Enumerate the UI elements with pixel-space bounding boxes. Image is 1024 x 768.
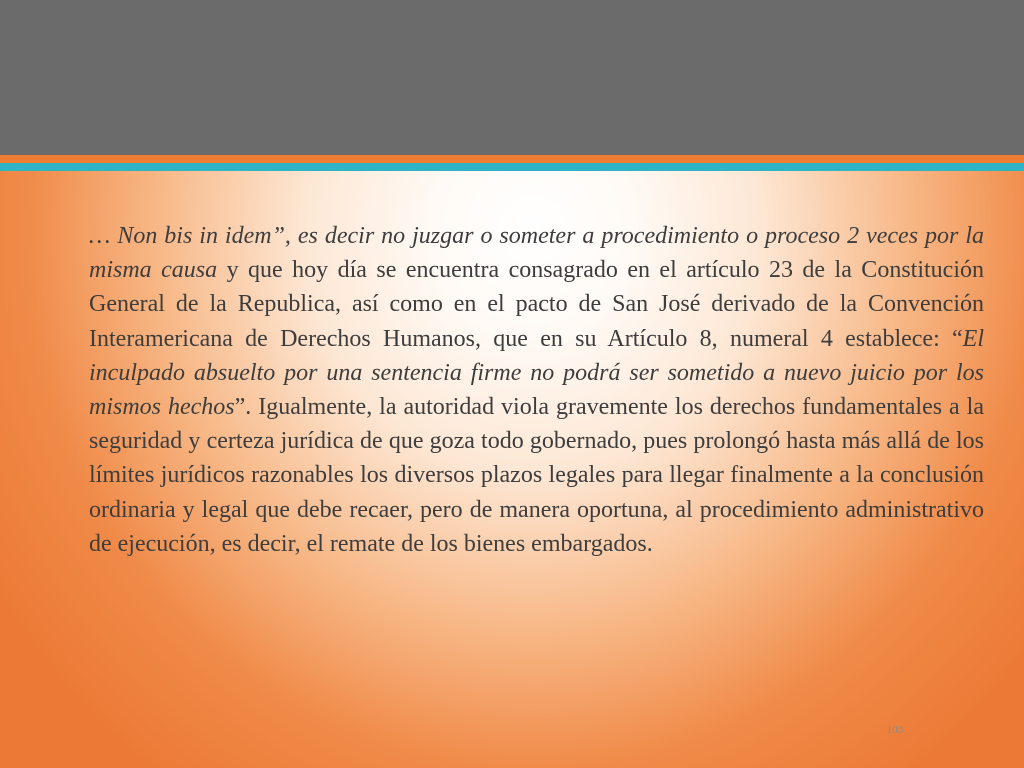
slide-body-paragraph bbox=[89, 219, 984, 561]
paragraph-text-1: y que hoy día se encuentra consagrado en el artículo 23 de la Constitución General de la Republica, así como en el pacto de San José derivado de la Convención Interamericana de Derechos Humanos, que en su Artículo 8, numeral 4 establece: “ bbox=[89, 257, 984, 352]
quote-article-8: El inculpado absuelto por una sentencia firme no podrá ser sometido a nuevo juicio por los mismos hechos bbox=[89, 325, 984, 421]
teal-accent-stripe bbox=[0, 163, 1024, 171]
page-number: 103 bbox=[886, 724, 904, 736]
orange-accent-stripe bbox=[0, 155, 1024, 163]
quote-non-bis-in-idem: … Non bis in idem”, es decir no juzgar o someter a procedimiento o proceso 2 veces por la misma causa bbox=[89, 223, 984, 284]
header-band bbox=[0, 0, 1024, 155]
paragraph-text-2: ”. Igualmente, la autoridad viola gravemente los derechos fundamentales a la seguridad y certeza jurídica de que goza todo gobernado, pues prolongó hasta más allá de los límites jurídicos razonables los diversos plazos legales para llegar finalmente a la conclusión ordinaria y legal que debe recaer, pero de manera oportuna, al procedimiento administrativo de ejecución, es decir, el remate de los bienes embargados. bbox=[89, 394, 984, 557]
